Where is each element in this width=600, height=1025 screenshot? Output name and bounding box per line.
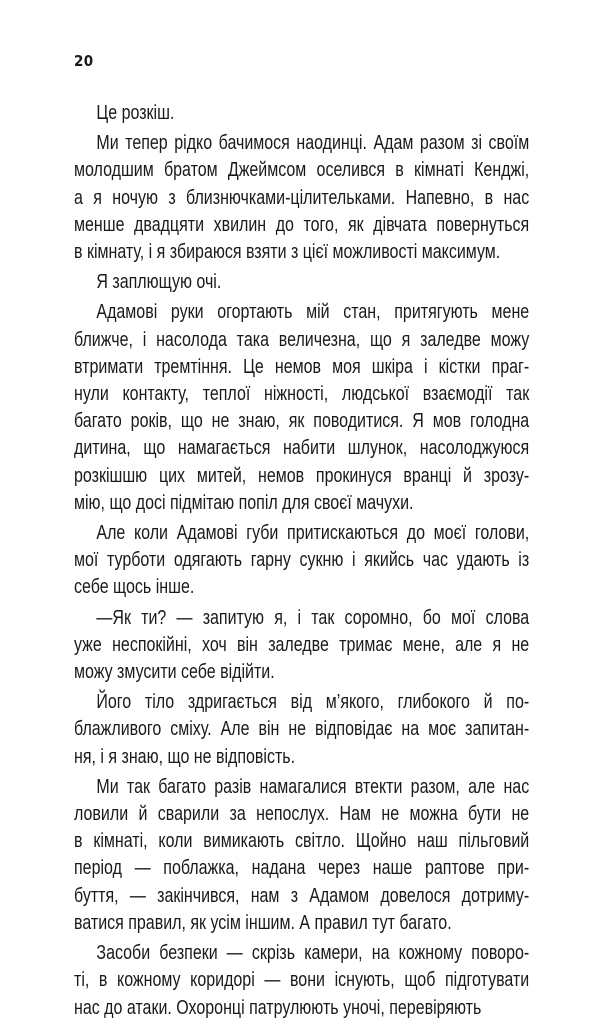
- text-line: менше двадцяти хвилин до того, як дівчата повернуться: [74, 213, 530, 236]
- text-line: —Як ти? — запитую я, і так соромно, бо мої слова: [96, 606, 530, 629]
- text-line: Це розкіш.: [96, 102, 175, 124]
- text-line: мію, що досі підмітаю попіл для своєї мачухи.: [74, 491, 414, 514]
- text-line: можу змусити себе відійти.: [74, 661, 275, 684]
- text-line: ня, і я знаю, що не відповість.: [74, 745, 296, 768]
- body-text: [74, 100, 529, 1025]
- text-line: нули контакту, теплої ніжності, людської взаємодії так: [74, 383, 530, 406]
- text-line: в кімнаті, коли вимикають світло. Щойно наш пільговий: [74, 830, 530, 853]
- paragraph: [74, 130, 529, 266]
- text-line: Я заплющую очі.: [96, 271, 222, 294]
- text-line: розкішшю цих митей, немов прокинуся вранці й зрозу-: [74, 464, 530, 487]
- text-line: себе щось інше.: [74, 576, 195, 599]
- text-line: нас до атаки. Охоронці патрулюють уночі, перевіряють: [74, 996, 482, 1019]
- text-line: в кімнату, і я збираюся взяти з цієї можливості максимум.: [74, 241, 501, 264]
- paragraph: [74, 100, 529, 127]
- paragraph: [74, 605, 529, 687]
- text-line: Ми так багато разів намагалися втекти разом, але нас: [96, 775, 530, 798]
- paragraph: [74, 689, 529, 771]
- text-line: втримати тремтіння. Це немов моя шкіра і кістки праг-: [74, 355, 530, 378]
- text-line: ватися правил, як усім іншим. А правил тут багато.: [74, 911, 452, 934]
- paragraph: [74, 299, 529, 517]
- paragraph: [74, 940, 529, 1022]
- text-line: Але коли Адамові губи притискаються до моєї голови,: [96, 522, 530, 545]
- text-line: Його тіло здригається від м’якого, глибокого й по-: [96, 691, 530, 714]
- text-line: уже неспокійні, хоч він заледве тримає мене, але я не: [74, 633, 530, 656]
- paragraph: [74, 520, 529, 602]
- text-line: молодшим братом Джеймсом оселився в кімнаті Кенджі,: [74, 159, 530, 182]
- text-line: Засоби безпеки — скрізь камери, на кожному поворо-: [96, 942, 530, 965]
- text-line: а я ночую з близнючками-цілительками. Напевно, в нас: [74, 186, 530, 209]
- text-line: дитина, що намагається набити шлунок, насолоджуюся: [74, 437, 530, 460]
- text-line: буття, — закінчився, нам з Адамом довелося дотриму-: [74, 884, 530, 907]
- text-line: багато років, що не знаю, як поводитися. Я мов голодна: [74, 410, 530, 433]
- text-line: Адамові руки огортають мій стан, притягують мене: [96, 301, 530, 324]
- text-line: ближче, і насолода така величезна, що я заледве можу: [74, 328, 530, 351]
- paragraph: [74, 774, 529, 937]
- text-line: ті, в кожному коридорі — вони існують, щоб підготувати: [74, 969, 530, 992]
- text-line: мої турботи одягають гарну сукню і якийсь час удають із: [74, 549, 530, 572]
- text-line: період — поблажка, надана через наше раптове при-: [74, 857, 530, 880]
- text-line: блажливого сміху. Але він не відповідає на моє запитан-: [74, 718, 530, 741]
- text-line: ловили й сварили за непослух. Нам не можна бути не: [74, 803, 530, 826]
- page-number: 20: [74, 52, 94, 70]
- paragraph: [74, 269, 529, 296]
- text-line: Ми тепер рідко бачимося наодинці. Адам разом зі своїм: [96, 132, 530, 155]
